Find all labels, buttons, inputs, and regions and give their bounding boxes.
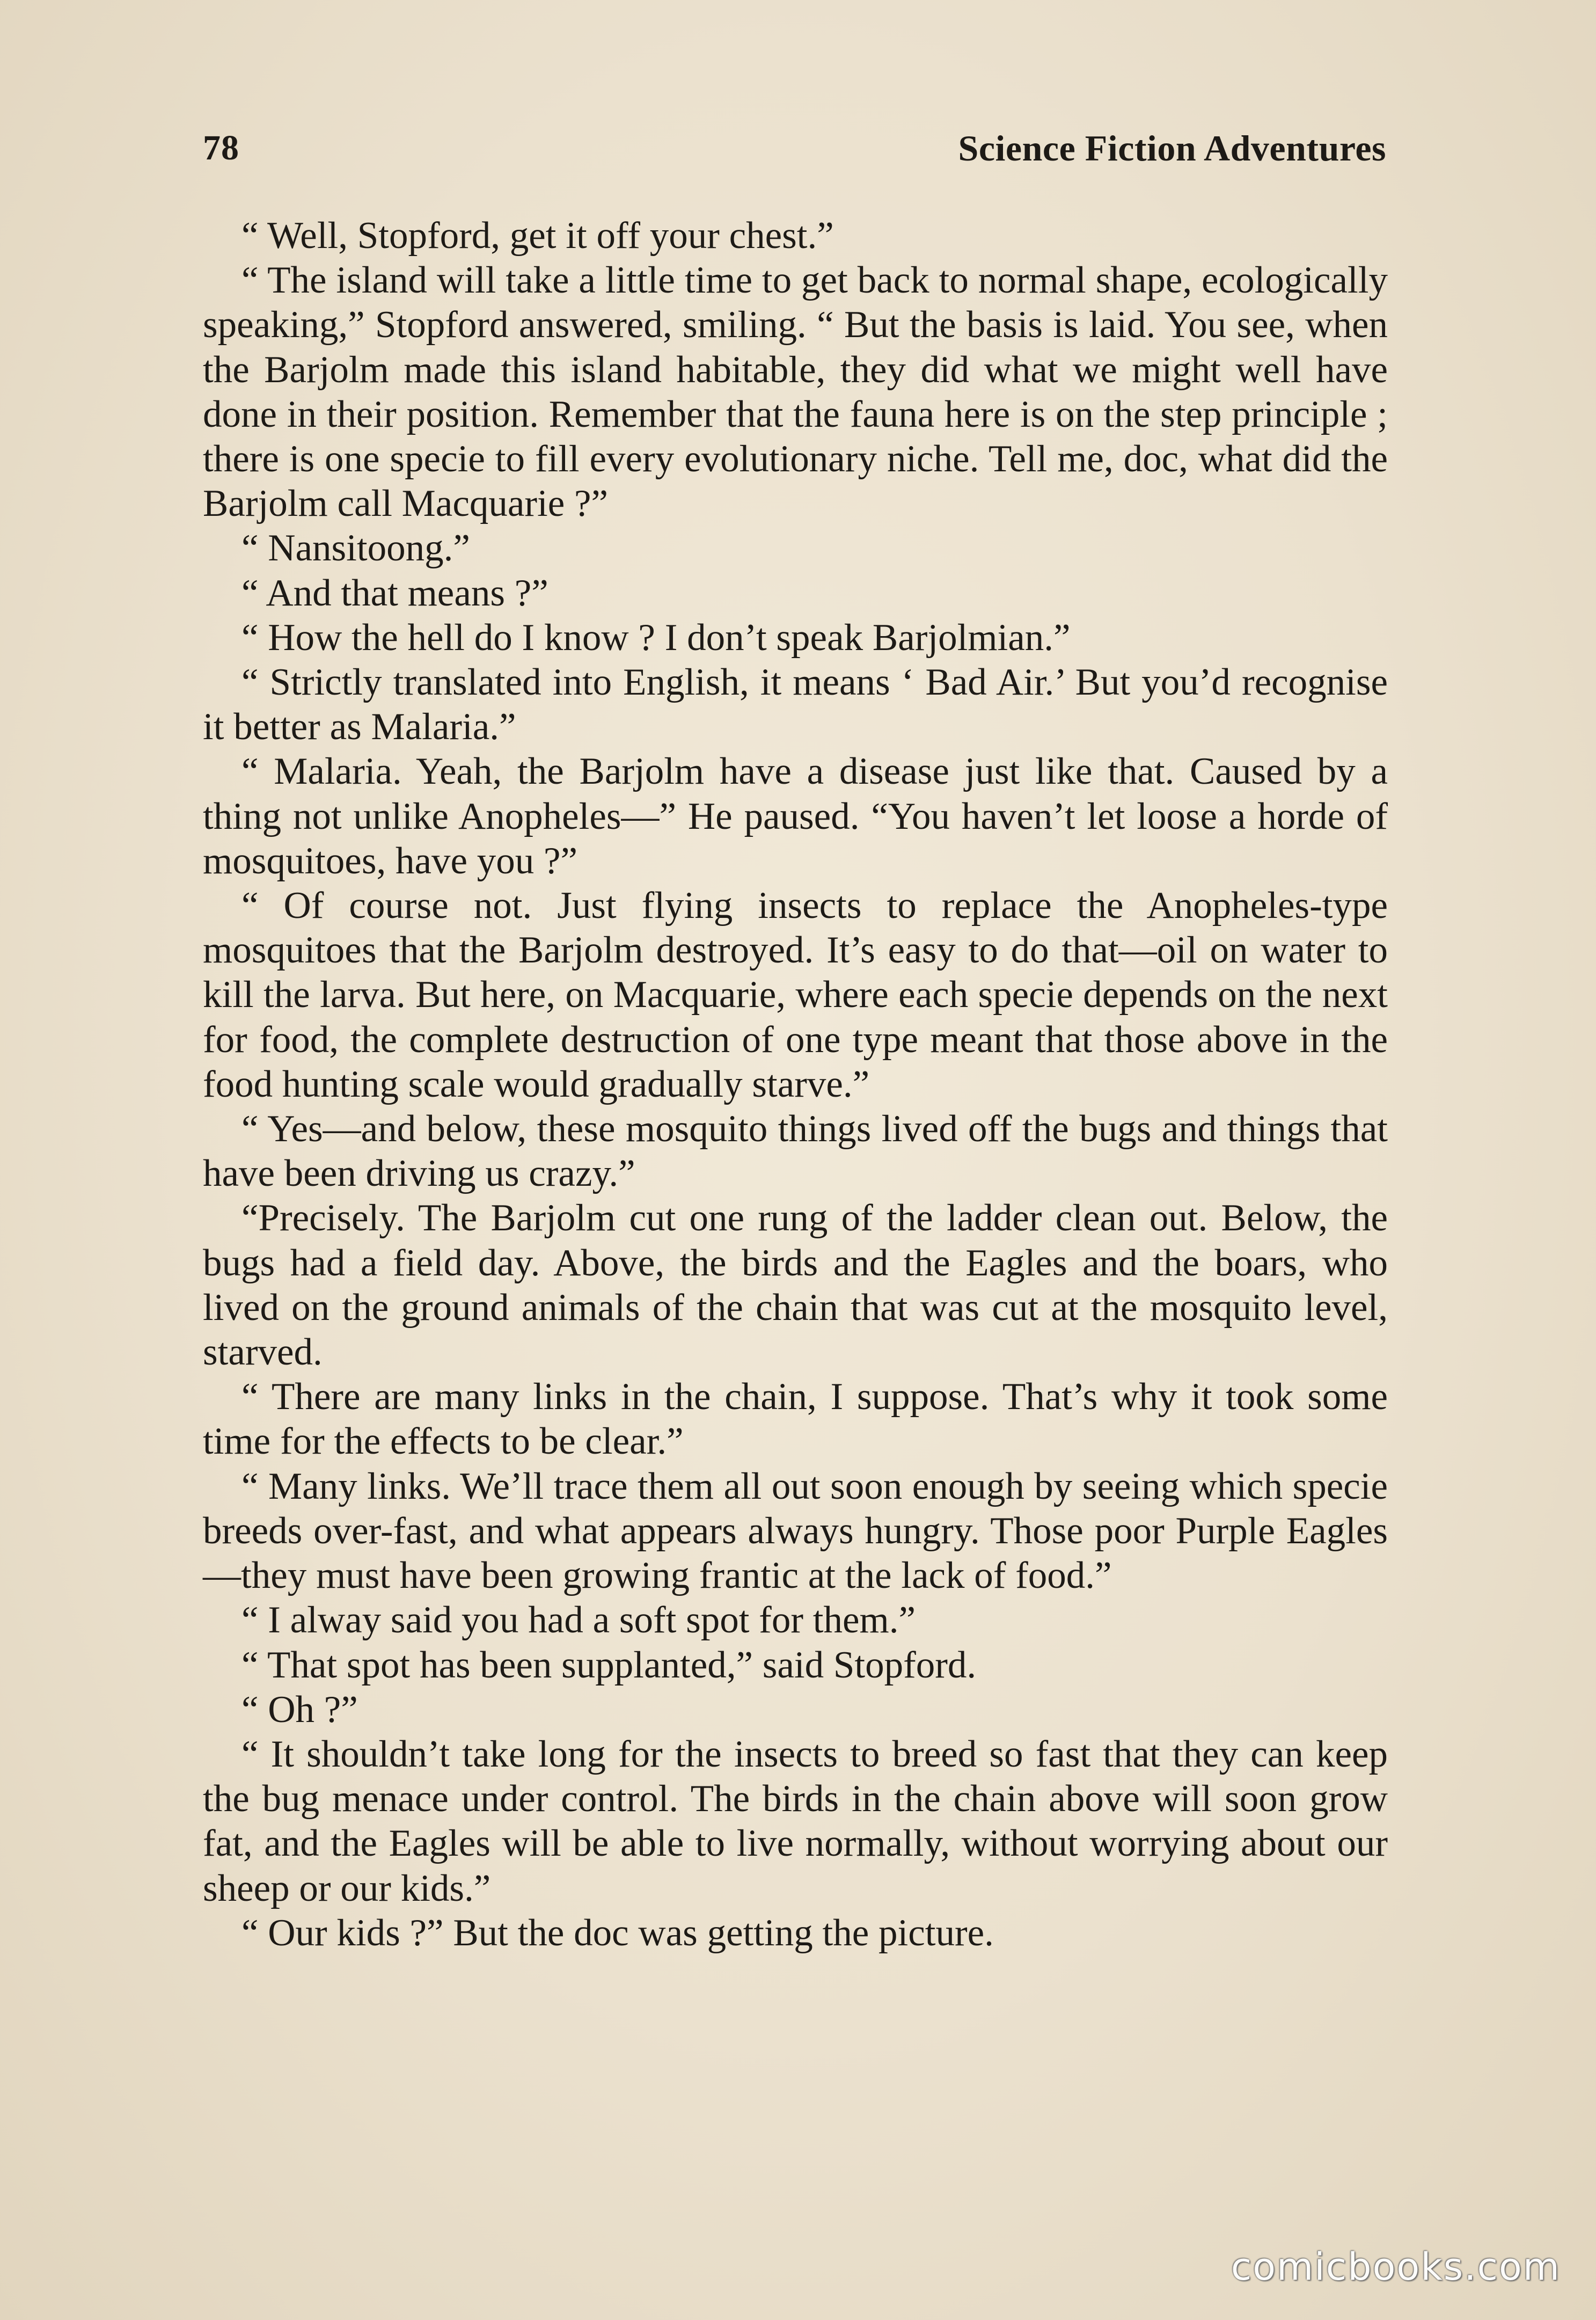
paragraph: “ Nansitoong.” <box>241 527 470 570</box>
page-number: 78 <box>203 128 239 167</box>
paragraph: “ I alway said you had a soft spot for them.” <box>241 1599 916 1641</box>
paragraph: “ Strictly translated into English, it means ‘ Bad Air.’ But you’d recognise it better as Malaria.” <box>203 661 1388 748</box>
paragraph: “ Oh ?” <box>241 1688 358 1731</box>
paragraph: “ Our kids ?” But the doc was getting the picture. <box>241 1912 994 1954</box>
paragraph: “ And that means ?” <box>241 572 548 614</box>
paragraph: “ Well, Stopford, get it off your chest.” <box>241 215 834 257</box>
paragraph: “ That spot has been supplanted,” said Stopford. <box>241 1644 977 1686</box>
paragraph: “ Yes—and below, these mosquito things lived off the bugs and things that have been driving us crazy.” <box>203 1108 1388 1195</box>
watermark: comicbooks.com <box>1231 2245 1561 2289</box>
paragraph: “ Malaria. Yeah, the Barjolm have a disease just like that. Caused by a thing not unlike Anopheles—” He paused. “You haven’t let loose a horde of mosquitoes, have you ?” <box>203 750 1388 882</box>
page-header <box>203 122 1386 174</box>
paragraph: “ How the hell do I know ? I don’t speak Barjolmian.” <box>241 616 1071 659</box>
paragraph: “Precisely. The Barjolm cut one rung of the ladder clean out. Below, the bugs had a field day. Above, the birds and the Eagles and the boars, who lived on the ground animals of the chain that was cut at the mosquito level, starved. <box>203 1197 1388 1374</box>
paragraph: “ Of course not. Just flying insects to replace the Anopheles-type mosquitoes that the Barjolm destroyed. It’s easy to do that—oil on water to kill the larva. But here, on Macquarie, where each specie depends on the next for food, the complete destruction of one type meant that those above in the food hunting scale would gradually starve.” <box>203 885 1388 1105</box>
paragraph: “ It shouldn’t take long for the insects to breed so fast that they can keep the bug menace under control. The birds in the chain above will soon grow fat, and the Eagles will be able to live normally, without worrying about our sheep or our kids.” <box>203 1733 1388 1909</box>
running-head: Science Fiction Adventures <box>958 127 1386 169</box>
paragraph: “ Many links. We’ll trace them all out soon enough by seeing which specie breeds over-fast, and what appears always hungry. Those poor Purple Eagles—they must have been growing frantic at the lack of food.” <box>203 1465 1388 1597</box>
body-text <box>203 214 1388 1956</box>
paragraph: “ The island will take a little time to get back to normal shape, ecologically speaking,” Stopford answered, smiling. “ But the basis is laid. You see, when the Barjolm made this island habitable, they did what we might well have done in their position. Remember that the fauna here is on the step principle ; there is one specie to fill every evolutionary niche. Tell me, doc, what did the Barjolm call Macquarie ?” <box>203 259 1388 525</box>
paragraph: “ There are many links in the chain, I suppose. That’s why it took some time for the effects to be clear.” <box>203 1376 1388 1463</box>
